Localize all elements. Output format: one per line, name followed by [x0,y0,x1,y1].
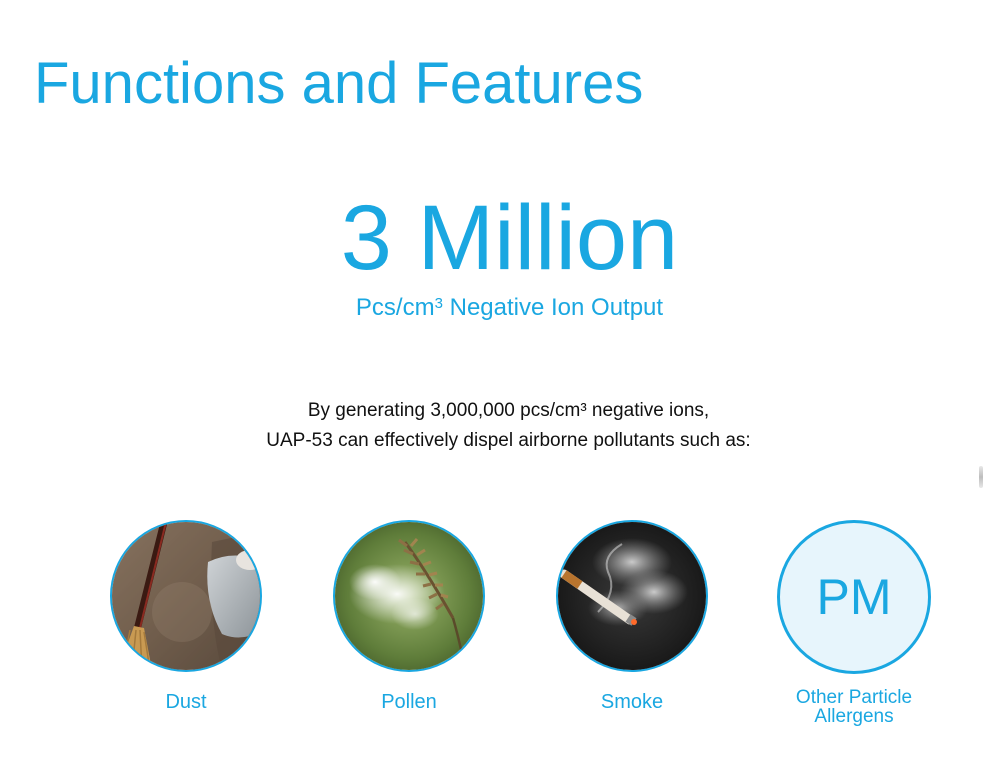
pm-label-line-2: Allergens [814,706,894,727]
page-edge-divider [979,466,983,488]
pollutant-dust [86,520,286,712]
ion-output-value: 3 Million [340,187,679,289]
description-line-1: By generating 3,000,000 pcs/cm³ negative ions, [307,400,710,421]
caption-unit: Pcs/cm [355,294,435,321]
description [0,396,1001,456]
caption-unit-exponent: 3 [434,295,443,312]
pm-icon: PM [777,520,931,674]
pollutant-smoke [532,520,732,712]
cigarette-smoke-icon [558,522,706,670]
pollen-label: Pollen [381,691,437,713]
ion-output-caption [0,294,1001,323]
pollen-image [333,520,485,672]
dust-label: Dust [165,691,207,713]
page-title: Functions and Features [34,51,644,116]
broom-dust-icon [112,522,260,670]
dust-image [110,520,262,672]
pollen-grass-icon [335,522,483,670]
pollutant-pm [754,520,954,726]
caption-text: Negative Ion Output [442,294,664,321]
smoke-image [556,520,708,672]
description-line-2: UAP-53 can effectively dispel airborne pollutants such as: [266,430,751,451]
pm-label-line-1: Other Particle [795,687,913,708]
smoke-label: Smoke [600,691,664,713]
pm-label [754,688,954,726]
pollutant-pollen [309,520,509,712]
